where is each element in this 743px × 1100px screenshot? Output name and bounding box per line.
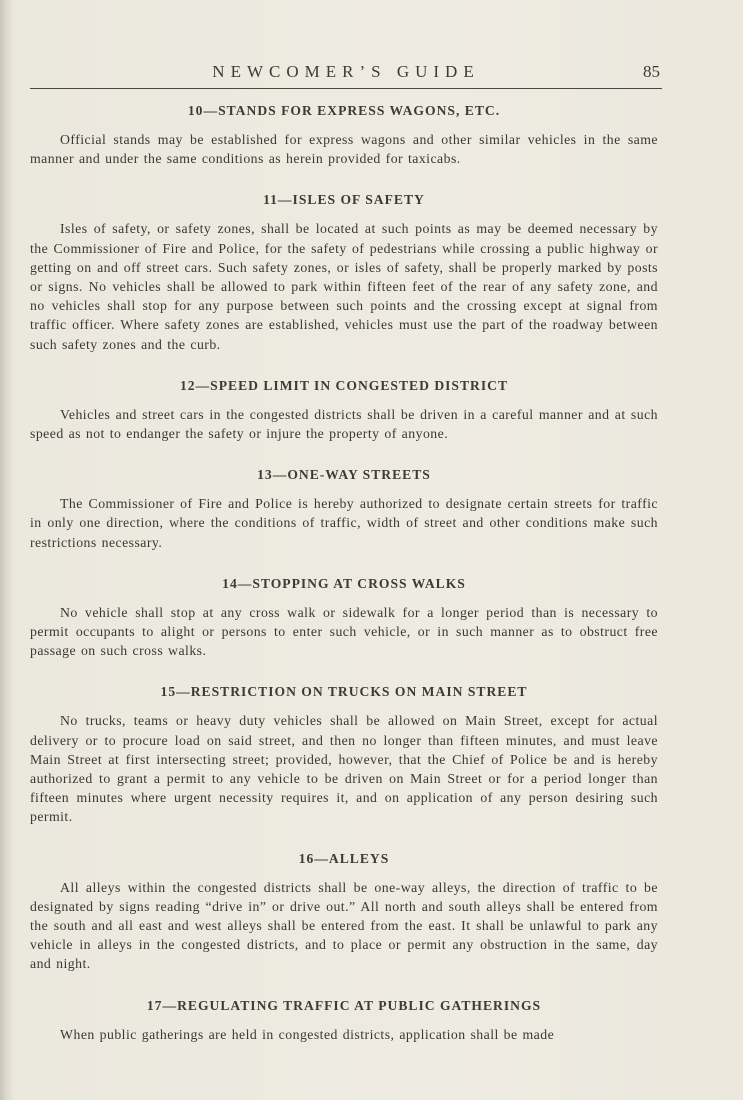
section-15: [30, 681, 658, 826]
section-heading: 10—STANDS FOR EXPRESS WAGONS, ETC.: [187, 103, 501, 118]
section-13: [30, 464, 658, 552]
section-body: All alleys within the congested districts shall be one-way alleys, the direction of traffic to be designated by signs reading “drive in” or drive out.” All north and south alleys shall be entered from the south and all east and west alleys shall be entered from the east. It shall be unlawful to park any vehicle in alleys in the congested districts, and to place or permit any obstruction in the same, day and night.: [30, 879, 658, 972]
section-heading: 16—ALLEYS: [298, 850, 390, 866]
section-heading: 17—REGULATING TRAFFIC AT PUBLIC GATHERINGS: [146, 997, 542, 1013]
section-heading: 13—ONE-WAY STREETS: [257, 467, 431, 483]
section-heading: 14—STOPPING AT CROSS WALKS: [222, 575, 466, 591]
page-header: [30, 62, 662, 89]
section-14: [30, 573, 658, 661]
section-body: The Commissioner of Fire and Police is hereby authorized to designate certain streets for traffic in only one direction, where the conditions of traffic, width of street and other conditions make such restrictions necessary.: [30, 496, 658, 550]
section-body: Isles of safety, or safety zones, shall be located at such points as may be deemed necessary by the Commissioner of Fire and Police, for the safety of pedestrians while crossing a public highway or getting on and off street cars. Such safety zones, or isles of safety, shall be properly marked by posts or signs. No vehicles shall be allowed to park within fifteen feet of the rear of any safety zone, and no vehicles shall stop for any purpose between such points and the crossing except at signal from traffic officer. Where safety zones are established, vehicles must use the part of the roadway between such safety zones and the curb.: [30, 221, 658, 352]
running-title: NEWCOMER’S GUIDE: [212, 62, 480, 81]
section-heading: 12—SPEED LIMIT IN CONGESTED DISTRICT: [179, 377, 509, 393]
section-12: [30, 375, 658, 443]
section-11: [30, 189, 658, 353]
section-heading: 15—RESTRICTION ON TRUCKS ON MAIN STREET: [160, 684, 528, 700]
section-body: Official stands may be established for express wagons and other similar vehicles in the same manner and under the same conditions as herein provided for taxicabs.: [30, 132, 658, 167]
page-number: 85: [643, 62, 660, 81]
section-heading: 11—ISLES OF SAFETY: [263, 192, 425, 208]
section-10: [30, 100, 658, 168]
section-body: Vehicles and street cars in the congested districts shall be driven in a careful manner and at such speed as not to endanger the safety or injure the property of anyone.: [30, 406, 658, 442]
section-body: When public gatherings are held in congested districts, application shall be made: [60, 1026, 555, 1042]
page-content: [30, 100, 658, 1065]
section-17: [30, 995, 658, 1044]
section-16: [30, 848, 658, 974]
section-body: No vehicle shall stop at any cross walk or sidewalk for a longer period than is necessary to permit occupants to alight or persons to enter such vehicle, or in such manner as to obstruct free passage on such cross walks.: [30, 604, 658, 659]
section-body: No trucks, teams or heavy duty vehicles shall be allowed on Main Street, except for actual delivery or to procure load on said street, and then no longer than fifteen minutes, and must leave Main Street at first intersecting street; provided, however, that the Chief of Police be and is hereby authorized to grant a permit to any vehicle to be driven on Main Street or for a period longer than fifteen minutes where urgent necessity requires it, and on application of any person desiring such permit.: [30, 713, 658, 825]
